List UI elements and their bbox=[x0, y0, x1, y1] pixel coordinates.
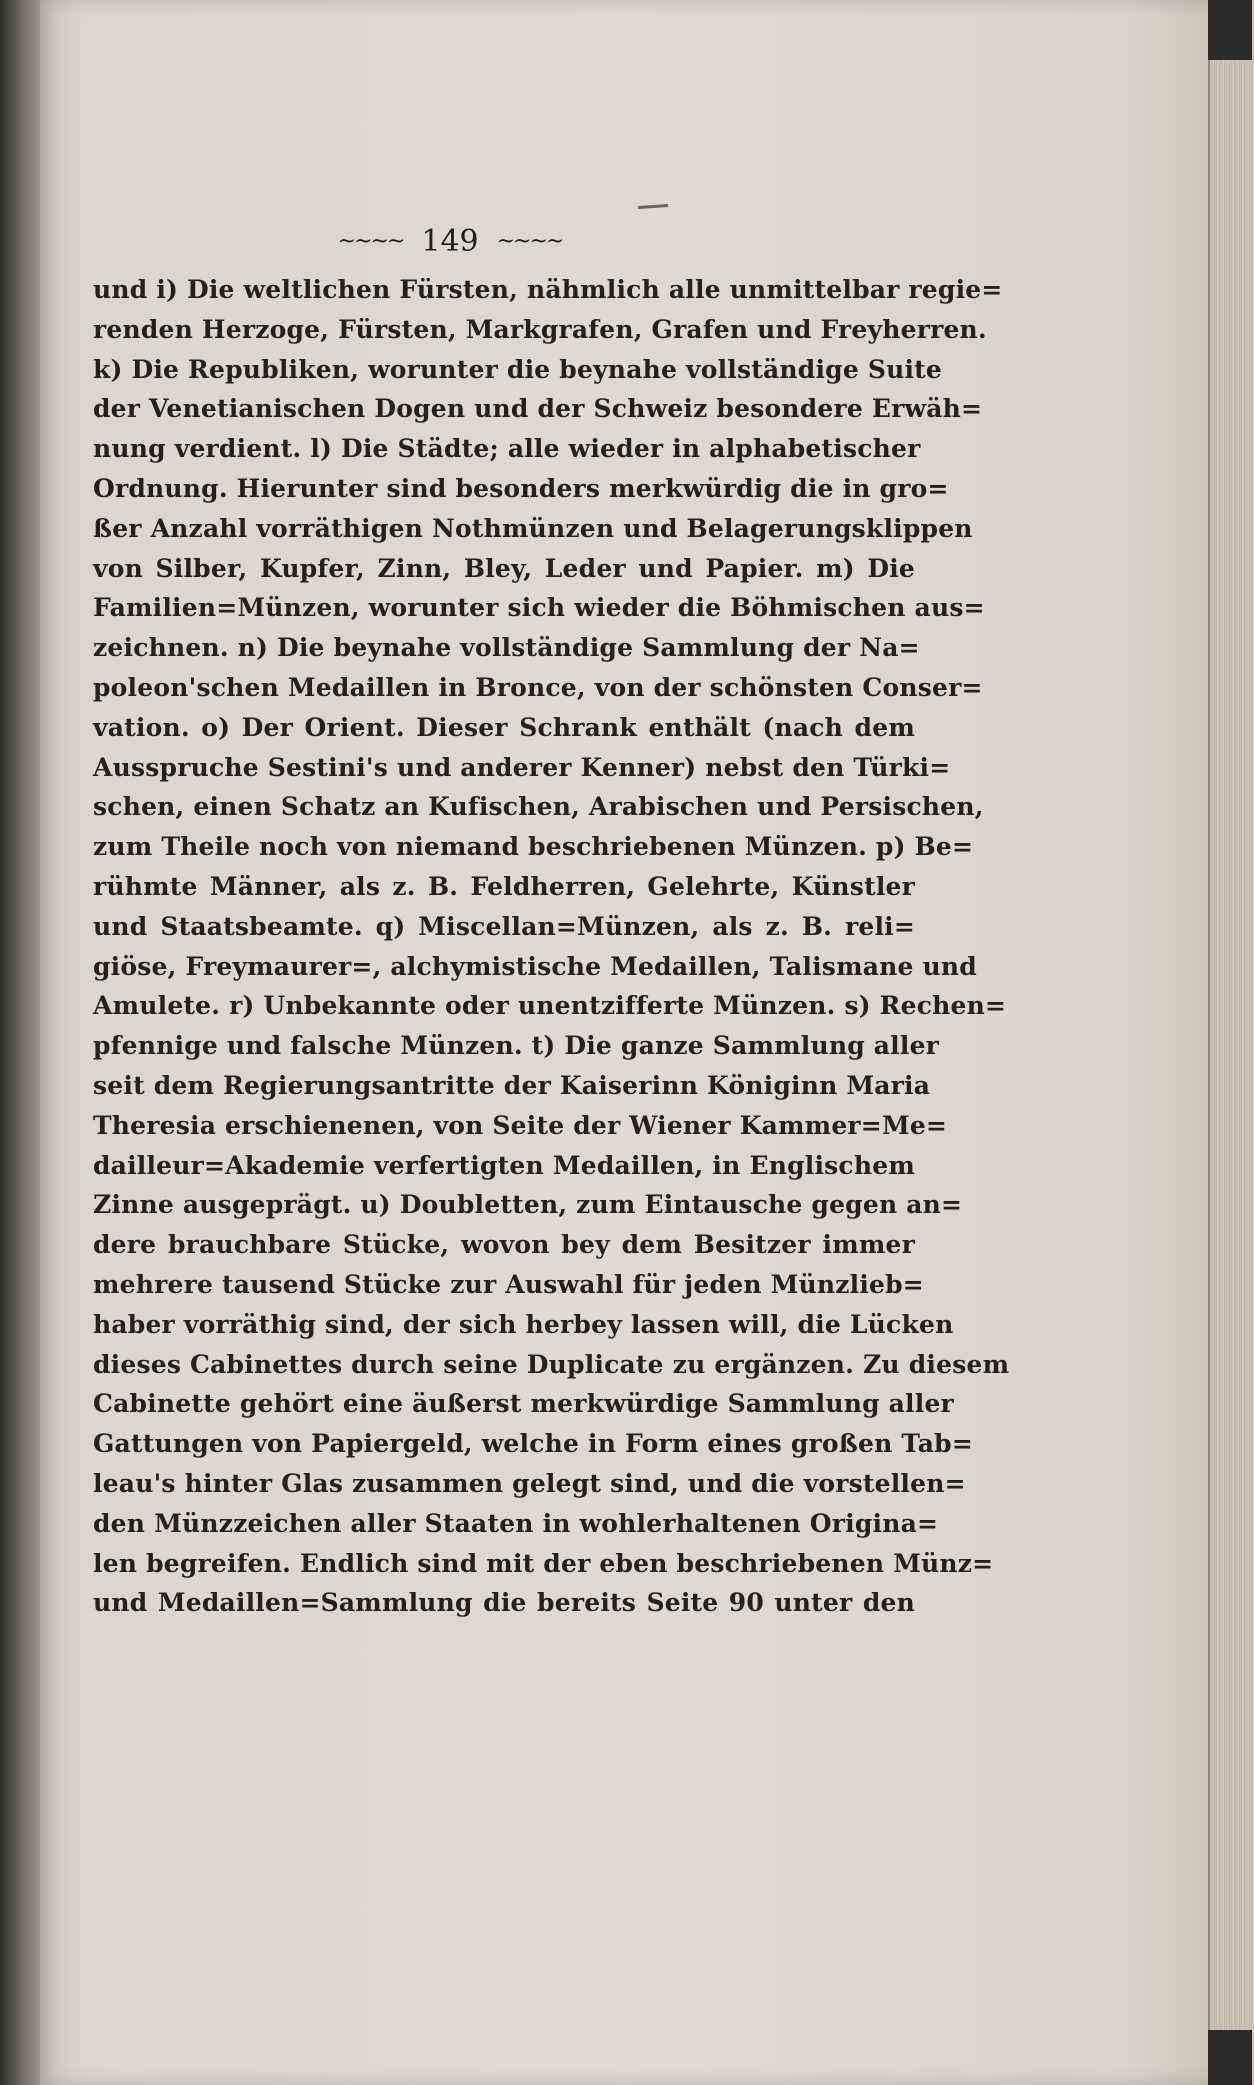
text-line: giöse, Freymaurer=, alchymistische Medaillen, Talismane und bbox=[93, 951, 977, 981]
text-line: und Medaillen=Sammlung die bereits Seite 90 unter den bbox=[93, 1588, 915, 1618]
text-line: vation. o) Der Orient. Dieser Schrank enthält (nach dem bbox=[93, 712, 915, 742]
text-line: Ordnung. Hierunter sind besonders merkwürdig die in gro= bbox=[93, 473, 949, 503]
text-line: seit dem Regierungsantritte der Kaiserinn Königinn Maria bbox=[93, 1070, 931, 1100]
text-line: von Silber, Kupfer, Zinn, Bley, Leder und Papier. m) Die bbox=[93, 553, 915, 583]
text-line: der Venetianischen Dogen und der Schweiz besondere Erwäh= bbox=[93, 394, 983, 424]
text-line: Zinne ausgeprägt. u) Doubletten, zum Eintausche gegen an= bbox=[93, 1190, 963, 1220]
text-line: nung verdient. l) Die Städte; alle wieder in alphabetischer bbox=[93, 434, 921, 464]
text-line: dieses Cabinettes durch seine Duplicate zu ergänzen. Zu diesem bbox=[93, 1349, 1010, 1379]
text-line: dere brauchbare Stücke, wovon bey dem Besitzer immer bbox=[93, 1230, 915, 1260]
text-line: Theresia erschienenen, von Seite der Wiener Kammer=Me= bbox=[93, 1110, 948, 1140]
text-line: poleon'schen Medaillen in Bronce, von der schönsten Conser= bbox=[93, 672, 983, 702]
text-line: haber vorräthig sind, der sich herbey lassen will, die Lücken bbox=[93, 1309, 954, 1339]
text-line: pfennige und falsche Münzen. t) Die ganze Sammlung aller bbox=[93, 1031, 940, 1061]
text-line: und Staatsbeamte. q) Miscellan=Münzen, als z. B. reli= bbox=[93, 911, 915, 941]
text-line: Amulete. r) Unbekannte oder unentzifferte Münzen. s) Rechen= bbox=[93, 991, 1007, 1021]
book-binding-edge bbox=[0, 0, 40, 2085]
page-stack-shadow-top bbox=[1208, 0, 1252, 60]
page-number: 149 bbox=[421, 223, 479, 259]
text-line: ßer Anzahl vorräthigen Nothmünzen und Belagerungsklippen bbox=[93, 513, 973, 543]
text-line: len begreifen. Endlich sind mit der eben beschriebenen Münz= bbox=[93, 1548, 994, 1578]
page-stack-edge bbox=[1208, 0, 1254, 2085]
page-header bbox=[330, 222, 570, 262]
ornament-left: ~~~~ bbox=[337, 228, 404, 254]
text-line: rühmte Männer, als z. B. Feldherren, Gelehrte, Künstler bbox=[93, 871, 915, 901]
text-line: renden Herzoge, Fürsten, Markgrafen, Grafen und Freyherren. bbox=[93, 314, 987, 344]
text-line: zeichnen. n) Die beynahe vollständige Sammlung der Na= bbox=[93, 633, 920, 663]
text-line: dailleur=Akademie verfertigten Medaillen, in Englischem bbox=[93, 1150, 915, 1180]
body-text bbox=[93, 270, 1010, 1623]
text-line: Gattungen von Papiergeld, welche in Form eines großen Tab= bbox=[93, 1429, 973, 1459]
page-stack-shadow-bottom bbox=[1208, 2030, 1252, 2085]
text-line: Cabinette gehört eine äußerst merkwürdige Sammlung aller bbox=[93, 1389, 954, 1419]
text-line: leau's hinter Glas zusammen gelegt sind, und die vorstellen= bbox=[93, 1468, 966, 1498]
text-line: schen, einen Schatz an Kufischen, Arabischen und Persischen, bbox=[93, 792, 984, 822]
text-line: Ausspruche Sestini's und anderer Kenner) nebst den Türki= bbox=[93, 752, 951, 782]
text-line: den Münzzeichen aller Staaten in wohlerhaltenen Origina= bbox=[93, 1508, 939, 1538]
text-line: und i) Die weltlichen Fürsten, nähmlich alle unmittelbar regie= bbox=[93, 275, 1003, 304]
text-line: zum Theile noch von niemand beschriebenen Münzen. p) Be= bbox=[93, 832, 974, 862]
ornament-right: ~~~~ bbox=[496, 228, 563, 254]
text-line: k) Die Republiken, worunter die beynahe vollständige Suite bbox=[93, 354, 943, 384]
text-line: Familien=Münzen, worunter sich wieder die Böhmischen aus= bbox=[93, 593, 985, 623]
text-line: mehrere tausend Stücke zur Auswahl für jeden Münzlieb= bbox=[93, 1269, 924, 1299]
